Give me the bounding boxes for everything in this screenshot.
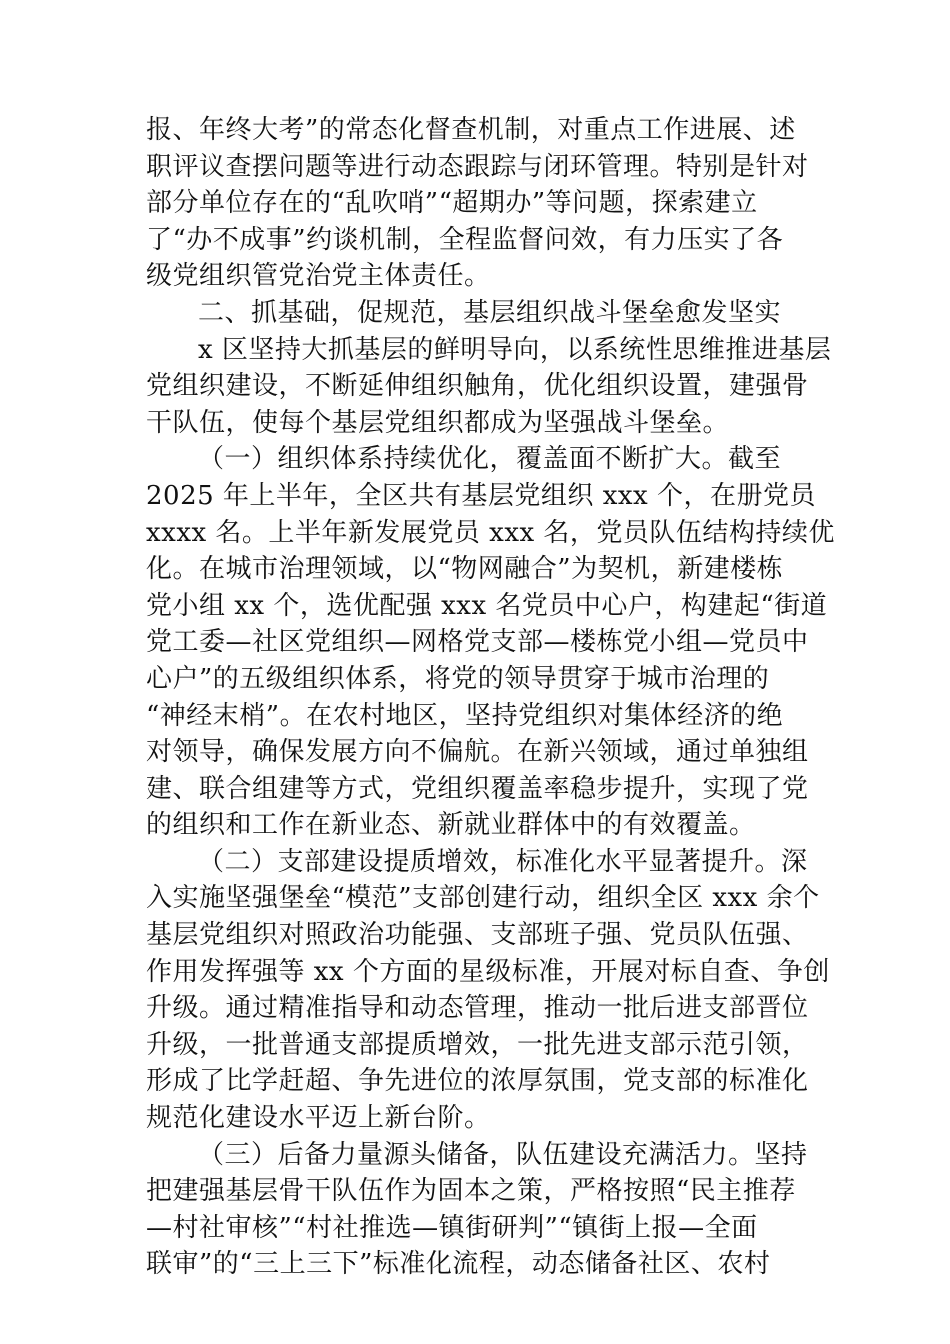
text-line: 2025 年上半年，全区共有基层党组织 xxx 个，在册党员 [146,480,816,511]
subsection-line: （三）后备力量源头储备，队伍建设充满活力。坚持 [198,1139,808,1170]
text-line: 党小组 xx 个，选优配强 xxx 名党员中心户，构建起“街道 [146,590,828,621]
text-line: 党工委—社区党组织—网格党支部—楼栋党小组—党员中 [146,627,809,658]
text-line: 形成了比学赶超、争先进位的浓厚氛围，党支部的标准化 [146,1066,809,1097]
text-line: 党组织建设，不断延伸组织触角，优化组织设置，建强骨 [146,371,809,402]
section-heading: 二、抓基础，促规范，基层组织战斗堡垒愈发坚实 [198,297,782,328]
text-line: —村社审核”“村社推选—镇街研判”“镇街上报—全面 [146,1212,758,1243]
text-line: 化。在城市治理领域，以“物网融合”为契机，新建楼栋 [146,554,784,585]
text-line: 部分单位存在的“乱吹哨”“超期办”等问题，探索建立 [146,188,758,219]
text-line: 职评议查摆问题等进行动态跟踪与闭环管理。特别是针对 [146,151,809,182]
text-line: 的组织和工作在新业态、新就业群体中的有效覆盖。 [146,810,756,841]
text-line: 作用发挥强等 xx 个方面的星级标准，开展对标自查、争创 [146,956,830,987]
text-line: x 区坚持大抓基层的鲜明导向，以系统性思维推进基层 [198,334,832,365]
document-page [146,112,835,1283]
text-line: 入实施坚强堡垒“模范”支部创建行动，组织全区 xxx 余个 [146,883,820,914]
subsection-line: （一）组织体系持续优化，覆盖面不断扩大。截至 [198,444,782,475]
text-line: 心户”的五级组织体系，将党的领导贯穿于城市治理的 [146,663,770,694]
text-line: 了“办不成事”约谈机制，全程监督问效，有力压实了各 [146,224,784,255]
text-line: 升级，一批普通支部提质增效，一批先进支部示范引领， [146,1029,809,1060]
text-line: 把建强基层骨干队伍作为固本之策，严格按照“民主推荐 [146,1176,796,1207]
text-line: 报、年终大考”的常态化督查机制，对重点工作进展、述 [146,115,796,145]
text-line: 建、联合组建等方式，党组织覆盖率稳步提升，实现了党 [146,773,809,804]
text-line: “神经末梢”。在农村地区，坚持党组织对集体经济的绝 [146,700,784,731]
subsection-line: （二）支部建设提质增效，标准化水平显著提升。深 [198,846,808,877]
text-line: 升级。通过精准指导和动态管理，推动一批后进支部晋位 [146,993,809,1024]
text-line: 级党组织管党治党主体责任。 [146,261,491,292]
text-line: 基层党组织对照政治功能强、支部班子强、党员队伍强、 [146,920,809,951]
text-line: 规范化建设水平迈上新台阶。 [146,1103,491,1134]
text-line: 对领导，确保发展方向不偏航。在新兴领域，通过单独组 [146,737,809,768]
text-line: 联审”的“三上三下”标准化流程，动态储备社区、农村 [146,1249,771,1280]
text-line: 干队伍，使每个基层党组织都成为坚强战斗堡垒。 [146,407,730,438]
text-line: xxxx 名。上半年新发展党员 xxx 名，党员队伍结构持续优 [146,517,835,548]
